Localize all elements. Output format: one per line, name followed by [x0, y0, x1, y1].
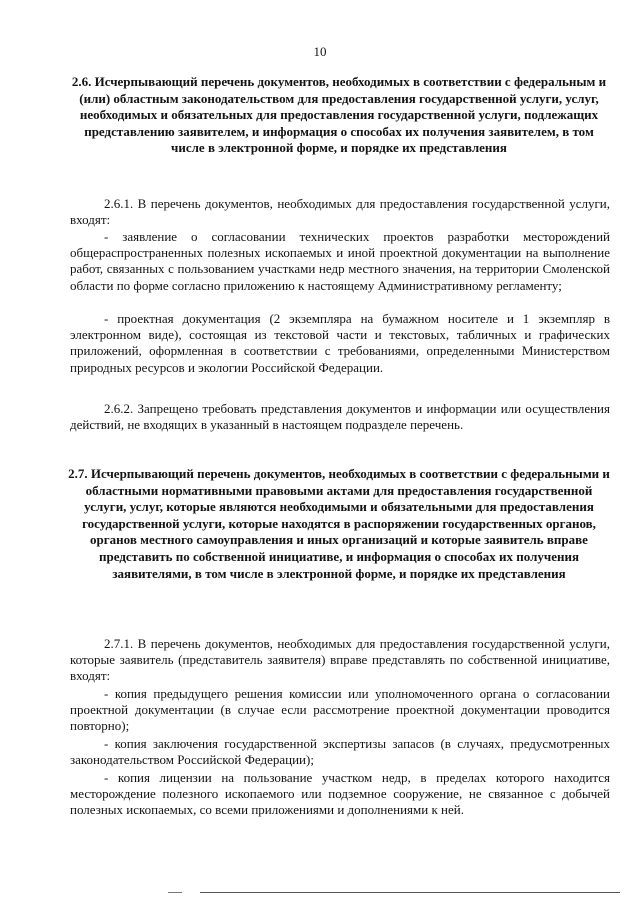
section-2-6-heading: 2.6. Исчерпывающий перечень документов, необходимых в соответствии с федеральным и (или) областным законодательством для предоставления государственной услуги, услуг, необходимых и обязательных для предоставления государственной услуги, подлежащих представлению заявителем, и информация о способах их получения заявителем, в том числе в электронной форме, и порядке их представления	[71, 74, 607, 156]
list-item-project-documentation: - проектная документация (2 экземпляра на бумажном носителе и 1 экземпляр в электронном виде), состоящая из текстовой части и текстовых, табличных и графических приложений, оформленная в соответствии с требованиями, определенными Министерством природных ресурсов и экологии Российской Федерации.	[70, 311, 610, 375]
scan-mark	[168, 892, 182, 893]
paragraph-2-6-1: 2.6.1. В перечень документов, необходимых для предоставления государственной услуги, входят:	[70, 196, 610, 228]
paragraph-2-7-1: 2.7.1. В перечень документов, необходимых для предоставления государственной услуги, которые заявитель (представитель заявителя) вправе представлять по собственной инициативе, входят:	[70, 636, 610, 684]
section-2-7-heading: 2.7. Исчерпывающий перечень документов, необходимых в соответствии с федеральными и областными нормативными правовыми актами для предоставления государственной услуги, услуг, которые являются необходимыми и обязательными для предоставления государственной услуги, которые находятся в распоряжении государственных органов, органов местного самоуправления и иных организаций и которые заявитель вправе представить по собственной инициативе, и информация о способах их получения заявителями, в том числе в электронной форме, и порядке их представления	[68, 466, 610, 581]
bottom-rule	[200, 892, 620, 893]
paragraph-2-6-2: 2.6.2. Запрещено требовать представления документов и информации или осуществления действий, не входящих в указанный в настоящем подразделе перечень.	[70, 401, 610, 433]
list-item-application: - заявление о согласовании технических проектов разработки месторождений общераспространенных полезных ископаемых и иной проектной документации на выполнение работ, связанных с пользованием участками недр местного значения, на территории Смоленской области по форме согласно приложению к настоящему Административному регламенту;	[70, 229, 610, 293]
list-item-license-copy: - копия лицензии на пользование участком недр, в пределах которого находится месторождение полезного ископаемого или подземное сооружение, не связанное с добычей полезных ископаемых, со всеми приложениями и дополнениями к ней.	[70, 770, 610, 818]
page-number: 10	[313, 44, 327, 59]
list-item-previous-decision: - копия предыдущего решения комиссии или уполномоченного органа о согласовании проектной документации (в случае если рассмотрение проектной документации проводится повторно);	[70, 686, 610, 734]
list-item-expertise-conclusion: - копия заключения государственной экспертизы запасов (в случаях, предусмотренных законодательством Российской Федерации);	[70, 736, 610, 768]
